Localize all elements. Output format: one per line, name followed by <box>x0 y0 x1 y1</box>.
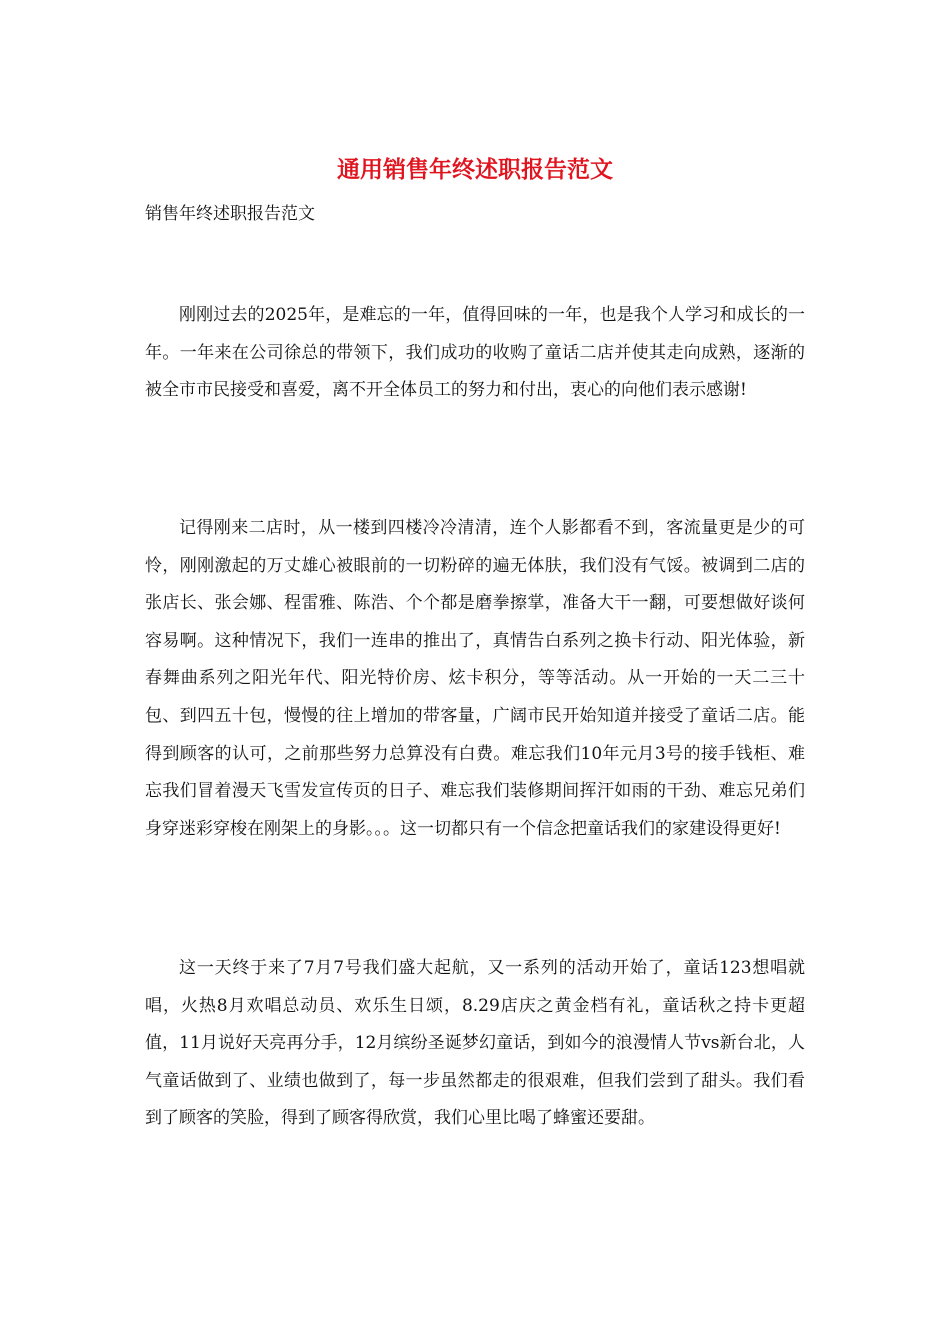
paragraph-1: 刚刚过去的2025年，是难忘的一年，值得回味的一年，也是我个人学习和成长的一年。一年来在公司徐总的带领下，我们成功的收购了童话二店并使其走向成熟，逐渐的被全市市民接受和喜爱，离不开全体员工的努力和付出，衷心的向他们表示感谢! <box>145 305 805 401</box>
document-subtitle: 销售年终述职报告范文 <box>145 204 315 224</box>
document-title: 通用销售年终述职报告范文 <box>337 156 613 183</box>
paragraph-2: 记得刚来二店时，从一楼到四楼冷冷清清，连个人影都看不到，客流量更是少的可怜，刚刚激起的万丈雄心被眼前的一切粉碎的遍无体肤，我们没有气馁。被调到二店的张店长、张会娜、程雷雅、陈浩、个个都是磨拳擦掌，准备大干一翻，可要想做好谈何容易啊。这种情况下，我们一连串的推出了，真情告白系列之换卡行动、阳光体验，新春舞曲系列之阳光年代、阳光特价房、炫卡积分，等等活动。从一开始的一天二三十包、到四五十包，慢慢的往上增加的带客量，广阔市民开始知道并接受了童话二店。能得到顾客的认可，之前那些努力总算没有白费。难忘我们10年元月3号的接手钱柜、难忘我们冒着漫天飞雪发宣传页的日子、难忘我们装修期间挥汗如雨的干劲、难忘兄弟们身穿迷彩穿梭在刚架上的身影。。。这一切都只有一个信念把童话我们的家建设得更好! <box>145 518 805 839</box>
paragraph-3: 这一天终于来了7月7号我们盛大起航，又一系列的活动开始了，童话123想唱就唱，火热8月欢唱总动员、欢乐生日颂，8.29店庆之黄金档有礼，童话秋之持卡更超值，11月说好天亮再分手，12月缤纷圣诞梦幻童话，到如今的浪漫情人节vs新台北，人气童话做到了、业绩也做到了，每一步虽然都走的很艰难，但我们尝到了甜头。我们看到了顾客的笑脸，得到了顾客得欣赏，我们心里比喝了蜂蜜还要甜。 <box>145 958 805 1129</box>
